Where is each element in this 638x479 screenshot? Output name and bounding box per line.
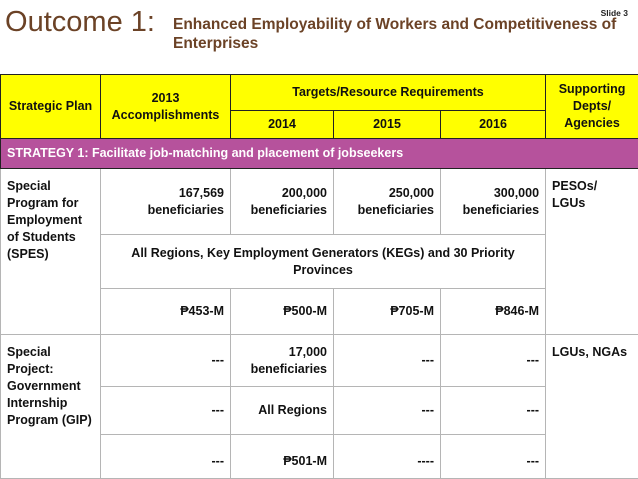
gip-r3-2013: --- [101, 435, 231, 479]
gip-r2-2013: --- [101, 387, 231, 435]
gip-r3-2015: ---- [334, 435, 441, 479]
gip-r3-2016: --- [441, 435, 546, 479]
spes-budget-2013: ₱453-M [101, 289, 231, 335]
outcome-label: Outcome 1: [0, 5, 160, 39]
slide-title: Enhanced Employability of Workers and Competitiveness of Enterprises [173, 15, 633, 53]
header-2013 [101, 75, 231, 139]
header-2014: 2014 [231, 111, 334, 139]
header-supporting: Supporting Depts/ Agencies [546, 75, 638, 139]
outcome-table [0, 74, 638, 479]
gip-r2-2014: All Regions [231, 387, 334, 435]
gip-r1-2015: --- [334, 335, 441, 387]
spes-2013: 167,569 beneficiaries [101, 169, 231, 235]
gip-r1-2013: --- [101, 335, 231, 387]
header-2016: 2016 [441, 111, 546, 139]
strategy-row: STRATEGY 1: Facilitate job-matching and placement of jobseekers [1, 139, 638, 169]
spes-coverage: All Regions, Key Employment Generators (KEGs) and 30 Priority Provinces [101, 235, 546, 289]
slide-number: Slide 3 [601, 8, 628, 18]
spes-budget-2015: ₱705-M [334, 289, 441, 335]
gip-r2-2015: --- [334, 387, 441, 435]
header-2013-sub: Accomplishments [112, 108, 220, 122]
gip-r1-2016: --- [441, 335, 546, 387]
gip-r3-2014: ₱501-M [231, 435, 334, 479]
gip-r1-2014: 17,000 beneficiaries [231, 335, 334, 387]
gip-r2-2016: --- [441, 387, 546, 435]
spes-2015: 250,000 beneficiaries [334, 169, 441, 235]
outcome-header [0, 0, 160, 74]
header-2015: 2015 [334, 111, 441, 139]
spes-budget-2014: ₱500-M [231, 289, 334, 335]
header-strategic-plan: Strategic Plan [1, 75, 101, 139]
spes-2014: 200,000 beneficiaries [231, 169, 334, 235]
gip-agencies: LGUs, NGAs [546, 335, 638, 479]
gip-name: Special Project: Government Internship Program (GIP) [1, 335, 101, 479]
header-targets: Targets/Resource Requirements [231, 75, 546, 111]
header-2013-year: 2013 [152, 91, 180, 105]
spes-2016: 300,000 beneficiaries [441, 169, 546, 235]
spes-agencies: PESOs/ LGUs [546, 169, 638, 335]
spes-budget-2016: ₱846-M [441, 289, 546, 335]
spes-name: Special Program for Employment of Students (SPES) [1, 169, 101, 335]
